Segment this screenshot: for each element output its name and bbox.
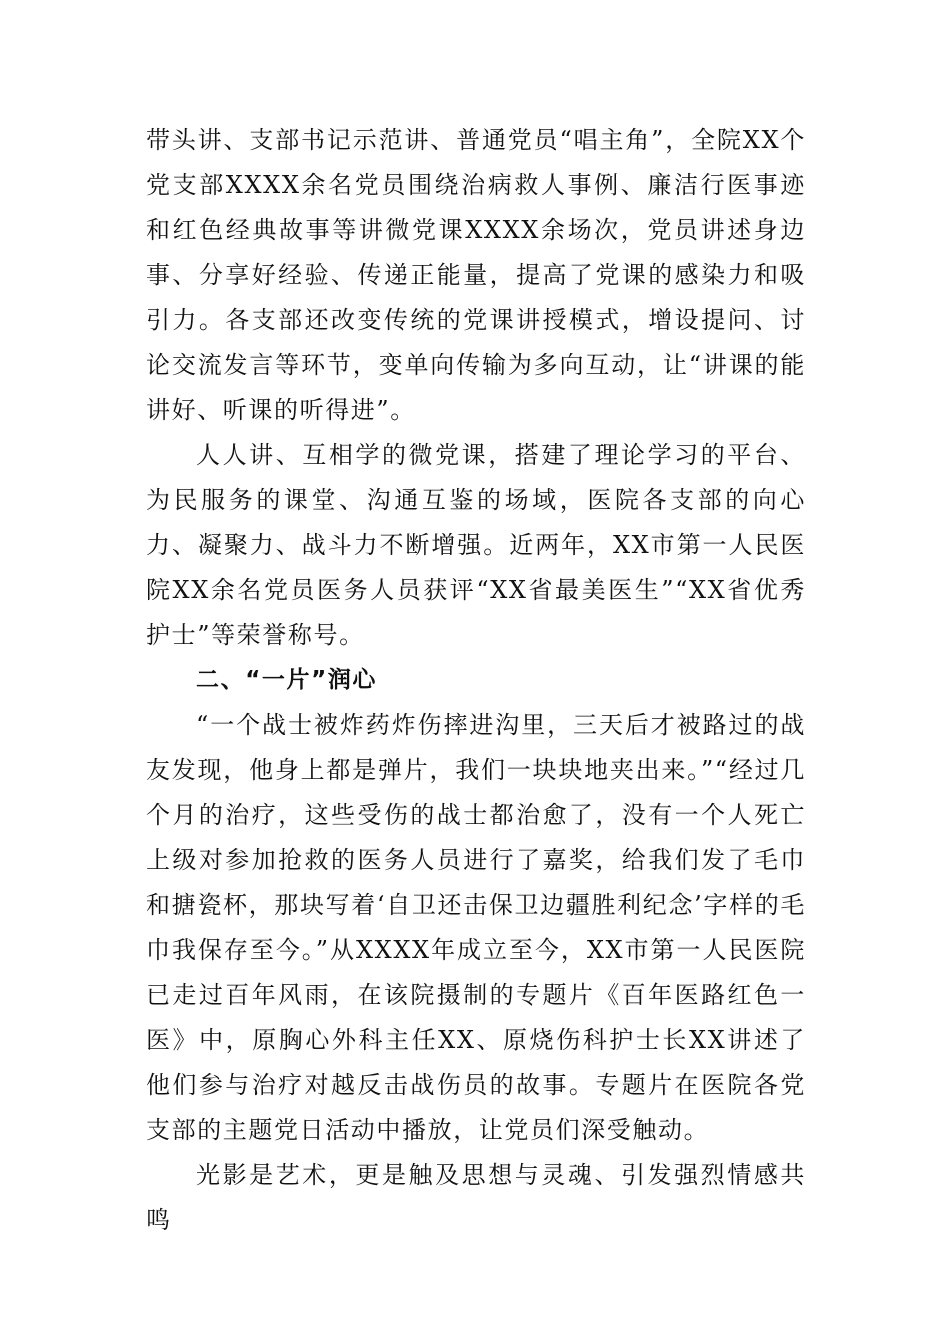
- paragraph-light-and-shadow: 光影是艺术，更是触及思想与灵魂、引发强烈情感共鸣: [146, 1161, 806, 1234]
- paragraph-micro-lesson-continuation: 带头讲、支部书记示范讲、普通党员“唱主角”，全院XX个党支部XXXX余名党员围绕治病救人事例、廉洁行医事迹和红色经典故事等讲微党课XXXX余场次，党员讲述身边事、分享好经验、传递正能量，提高了党课的感染力和吸引力。各支部还改变传统的党课讲授模式，增设提问、讨论交流发言等环节，变单向传输为多向互动，让“讲课的能讲好、听课的听得进”。: [146, 126, 806, 424]
- paragraph-documentary-story: “一个战士被炸药炸伤摔进沟里，三天后才被路过的战友发现，他身上都是弹片，我们一块块地夹出来。”“经过几个月的治疗，这些受伤的战士都治愈了，没有一个人死亡上级对参加抢救的医务人员进行了嘉奖，给我们发了毛巾和搪瓷杯，那块写着‘自卫还击保卫边疆胜利纪念’字样的毛巾我保存至今。”从XXXX年成立至今，XX市第一人民医院已走过百年风雨，在该院摄制的专题片《百年医路红色一医》中，原胸心外科主任XX、原烧伤科护士长XX讲述了他们参与治疗对越反击战伤员的故事。专题片在医院各党支部的主题党日活动中播放，让党员们深受触动。: [146, 711, 806, 1144]
- document-body: [146, 118, 806, 1243]
- paragraph-micro-lesson-results: 人人讲、互相学的微党课，搭建了理论学习的平台、为民服务的课堂、沟通互鉴的场域，医院各支部的向心力、凝聚力、战斗力不断增强。近两年，XX市第一人民医院XX余名党员医务人员获评“XX省最美医生”“XX省优秀护士”等荣誉称号。: [146, 441, 806, 649]
- section-heading: 二、“一片”润心: [196, 667, 378, 693]
